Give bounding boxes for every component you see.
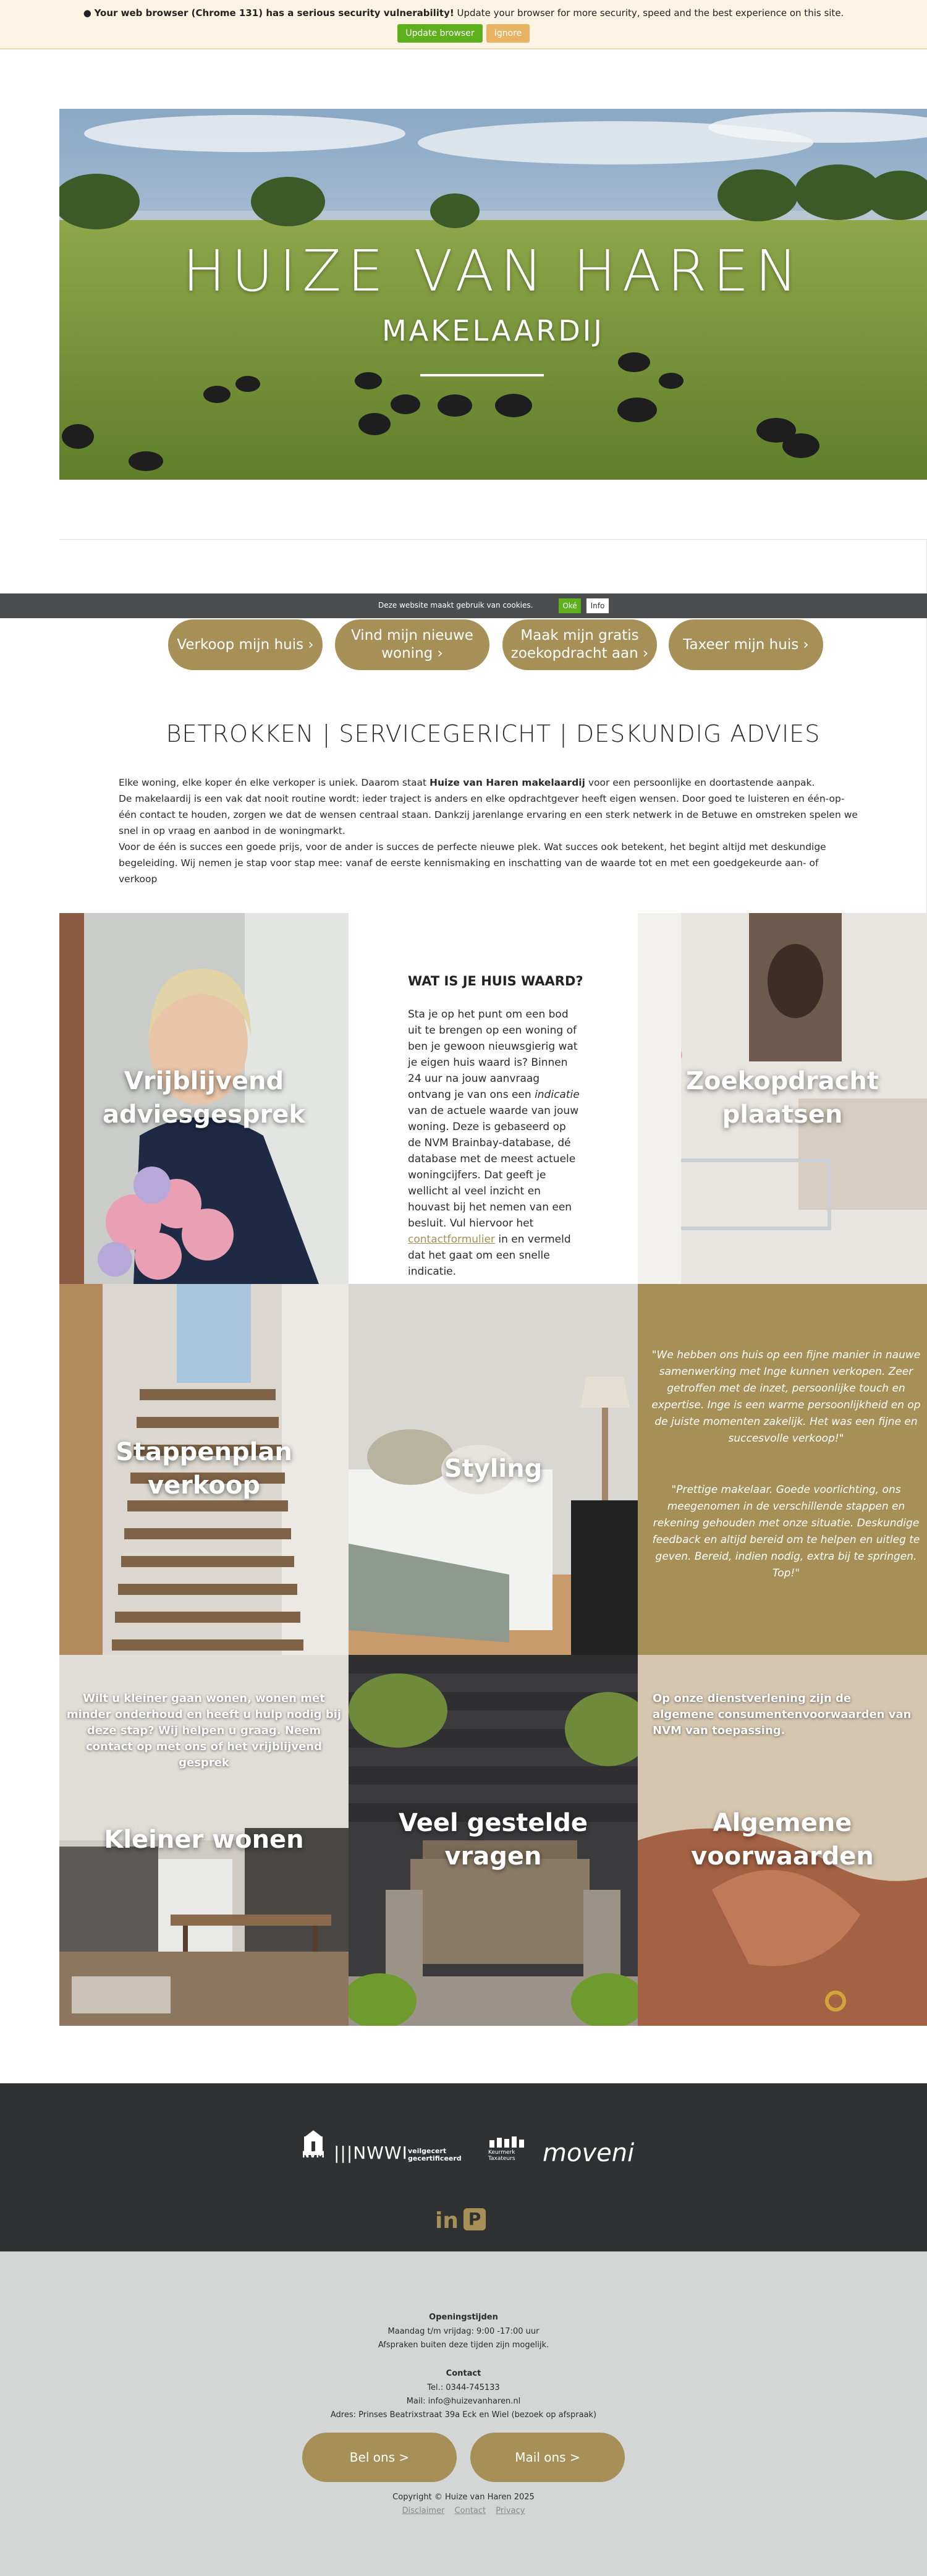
voorwaarden-text: Op onze dienstverlening zijn de algemene consumentenvoorwaarden van NVM van toepassing. <box>653 1692 912 1737</box>
taxeer-button[interactable]: Taxeer mijn huis › <box>669 619 823 670</box>
footer-links <box>0 2506 927 2515</box>
keurmerk-bars-icon <box>488 2136 531 2148</box>
tile-algemene-voorwaarden[interactable] <box>638 1655 927 2026</box>
contact-tel: Tel.: 0344-745133 <box>427 2383 500 2392</box>
nvm-logo-text: NVM <box>302 2150 325 2160</box>
hours-line-2: Afspraken buiten deze tijden zijn mogelijk. <box>378 2340 549 2350</box>
hero-subtitle: MAKELAARDIJ <box>382 314 604 347</box>
hero-divider <box>420 374 544 376</box>
verkoop-button[interactable]: Verkoop mijn huis › <box>168 619 323 670</box>
kleiner-wonen-text: Wilt u kleiner gaan wonen, wonen met minder onderhoud en heeft u hulp nodig bij deze stap? Wij helpen u graag. Neem contact op met ons of het vrijblijvend gesprek <box>66 1692 342 1769</box>
tile-title: Stappenplan verkoop <box>116 1438 292 1500</box>
review-quote: "We hebben ons huis op een fijne manier in nauwe samenwerking met Inge kunnen verkopen. Zeer getroffen met de inzet, persoonlijke touch en expertise. Inge is een warme persoonlijkheid en op de juiste momenten zakelijk. Het was een fijne en succesvolle verkoop!" <box>651 1349 921 1445</box>
privacy-link[interactable]: Privacy <box>496 2506 525 2515</box>
hours-title: Openingstijden <box>429 2313 498 2322</box>
intro-paragraph-1: Elke woning, elke koper én elke verkoper is uniek. Daarom staat Huize van Haren makelaardij voor een persoonlijke en doortastende aanpak. <box>119 777 815 788</box>
tile-adviesgesprek[interactable] <box>59 913 349 1284</box>
disclaimer-link[interactable]: Disclaimer <box>402 2506 445 2515</box>
tile-reviews <box>638 1284 927 1655</box>
tile-styling[interactable] <box>349 1284 638 1655</box>
content-border <box>59 539 927 540</box>
tile-title: Styling <box>444 1455 543 1483</box>
keurmerk-logo: Keurmerk Taxateurs <box>488 2136 531 2162</box>
mail-ons-button[interactable]: Mail ons > <box>470 2433 625 2482</box>
waard-title: WAT IS JE HUIS WAARD? <box>408 974 583 988</box>
tile-kleiner-wonen[interactable] <box>59 1655 349 2026</box>
hours-line-1: Maandag t/m vrijdag: 9:00 -17:00 uur <box>387 2327 540 2336</box>
tile-title: Kleiner wonen <box>104 1826 304 1854</box>
intro-paragraph-2: De makelaardij is een vak dat nooit routine wordt: ieder traject is anders en elke opdrachtgever heeft eigen wensen. Door goed te luisteren en één-op-één contact te houden, zorgen we dat de wensen centraal staan. Dankzij jarenlange ervaring en een sterk netwerk in de Betuwe en omstreken spelen we snel in op vraag en aanbod in de woningmarkt. <box>119 793 858 836</box>
cookie-ok-button[interactable]: Oké <box>559 598 581 613</box>
tile-title: Zoekopdracht plaatsen <box>686 1067 879 1129</box>
cookie-info-button[interactable]: Info <box>586 598 609 613</box>
cookie-text: Deze website maakt gebruik van cookies. <box>378 601 533 610</box>
zoekopdracht-button[interactable]: Maak mijn gratis zoekopdracht aan › <box>502 619 657 670</box>
warning-bold-text: Your web browser (Chrome 131) has a serious security vulnerability! <box>94 7 454 19</box>
nwwi-logo: |||NWWI <box>334 2143 408 2163</box>
tagline: BETROKKEN | SERVICEGERICHT | DESKUNDIG ADVIES <box>166 720 821 747</box>
update-browser-button[interactable]: Update browser <box>397 24 483 43</box>
veilgecert-logo: veilgecert gecertificeerd <box>408 2147 462 2162</box>
tile-veel-gestelde-vragen[interactable] <box>349 1655 638 2026</box>
intro-paragraph-3: Voor de één is succes een goede prijs, voor de ander is succes de perfecte nieuwe plek. Wat succes ook betekent, het begint altijd met deskundige begeleiding. Wij nemen je stap voor stap mee: vanaf de eerste kennismaking en inschatting van de waarde tot en met een goedgekeurde aan- of verkoop <box>119 841 826 885</box>
moveni-logo: moveni <box>543 2139 635 2167</box>
tile-title: Vrijblijvend adviesgesprek <box>102 1067 305 1129</box>
review-quote: "Prettige makelaar. Goede voorlichting, ons meegenomen in de verschillende stappen en rekening gehouden met onze situatie. Deskundige feedback en altijd bereid om te helpen en uitleg te geven. Bereid, indien nodig, extra bij te springen. Top!" <box>652 1484 920 1579</box>
warning-icon: ● <box>83 7 91 19</box>
contact-mail: Mail: info@huizevanharen.nl <box>406 2397 521 2406</box>
waard-text: Sta je op het punt om een bod uit te brengen op een woning of ben je gewoon nieuwsgierig wat je eigen huis waard is? Binnen 24 uur na jouw aanvraag ontvang je van ons een indicatie van de actuele waarde van jouw woning. Deze is gebaseerd op de NVM Brainbay-database, dé database met de meest actuele woningcijfers. Dat geeft je wellicht al veel inzicht en houvast bij het nemen van een besluit. Vul hiervoor het contactformulier in en vermeld dat het gaat om een snelle indicatie. <box>408 1008 580 1278</box>
hero-title: HUIZE VAN HAREN <box>182 238 804 304</box>
intro-text <box>119 775 858 887</box>
contactformulier-link[interactable]: contactformulier <box>408 1233 495 1246</box>
tile-title: Algemene voorwaarden <box>691 1809 874 1871</box>
browser-warning-text <box>0 7 927 19</box>
tile-title: Veel gestelde vragen <box>399 1809 588 1871</box>
tile-zoekopdracht[interactable] <box>638 913 927 1284</box>
copyright: Copyright © Huize van Haren 2025 <box>392 2493 535 2502</box>
pinterest-icon[interactable]: P <box>464 2208 486 2230</box>
linkedin-icon[interactable]: in <box>435 2208 459 2234</box>
warning-text: Update your browser for more security, speed and the best experience on this site. <box>454 7 844 19</box>
contact-title: Contact <box>446 2369 481 2378</box>
vind-woning-button[interactable]: Vind mijn nieuwe woning › <box>335 619 489 670</box>
tile-stappenplan[interactable] <box>59 1284 349 1655</box>
contact-address: Adres: Prinses Beatrixstraat 39a Eck en Wiel (bezoek op afspraak) <box>330 2410 597 2420</box>
contact-link[interactable]: Contact <box>454 2506 486 2515</box>
ignore-button[interactable]: Ignore <box>486 24 530 43</box>
bel-ons-button[interactable]: Bel ons > <box>302 2433 457 2482</box>
